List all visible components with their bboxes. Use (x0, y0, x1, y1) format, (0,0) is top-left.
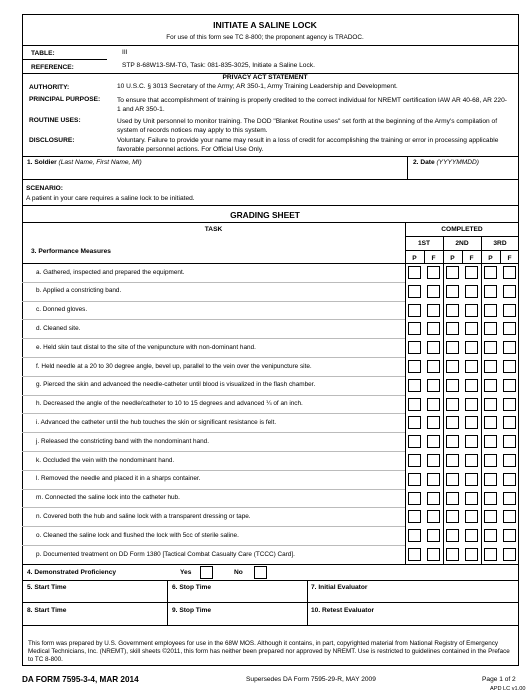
table-value: III (122, 49, 128, 56)
date-label[interactable] (413, 159, 479, 166)
form-subtitle: For use of this form see TC 8-800; the proponent agency is TRADOC. (166, 34, 364, 41)
measure-text: g. Pierced the skin and advanced the needle-catheter until blood is visualized in the flash chamber. (36, 381, 316, 389)
measure-checkbox-pass-2[interactable] (446, 548, 459, 561)
measure-checkbox-fail-1[interactable] (427, 435, 440, 448)
divider (405, 222, 406, 564)
measure-checkbox-pass-2[interactable] (446, 304, 459, 317)
pf-header-f3: F (507, 255, 512, 262)
authority-text: 10 U.S.C. § 3013 Secretary of the Army; AR 350-1, Army Training Leadership and Development. (117, 83, 398, 90)
measure-checkbox-pass-3[interactable] (484, 454, 497, 467)
measure-checkbox-fail-3[interactable] (503, 285, 516, 298)
pf-header-f1: F (431, 255, 436, 262)
table-label: TABLE: (31, 50, 55, 57)
stop-time-field-9[interactable]: 9. Stop Time (172, 607, 212, 614)
measure-checkbox-fail-1[interactable] (427, 492, 440, 505)
divider (22, 179, 519, 180)
divider (22, 564, 519, 565)
measure-text: n. Covered both the hub and saline lock with a transparent dressing or tape. (36, 512, 251, 520)
measure-checkbox-pass-3[interactable] (484, 285, 497, 298)
measure-text: c. Donned gloves. (36, 306, 88, 314)
divider (462, 250, 463, 263)
row-divider (22, 470, 405, 471)
measure-text: l. Removed the needle and placed it in a sharps container. (36, 475, 201, 483)
measure-checkbox-fail-2[interactable] (465, 398, 478, 411)
divider (307, 580, 308, 625)
measure-checkbox-fail-2[interactable] (465, 435, 478, 448)
measure-checkbox-pass-2[interactable] (446, 360, 459, 373)
soldier-label[interactable] (27, 159, 142, 166)
initial-evaluator-field[interactable]: 7. Initial Evaluator (311, 584, 368, 591)
soldier-hint: (Last Name, First Name, MI) (58, 159, 142, 166)
measure-checkbox-fail-2[interactable] (465, 416, 478, 429)
task-header: TASK (204, 226, 223, 233)
measure-checkbox-fail-2[interactable] (465, 529, 478, 542)
measure-checkbox-pass-3[interactable] (484, 398, 497, 411)
measure-checkbox-fail-3[interactable] (503, 416, 516, 429)
measure-text: d. Cleaned site. (36, 324, 81, 332)
measure-checkbox-pass-1[interactable] (408, 435, 421, 448)
soldier-label-text: 1. Soldier (27, 159, 57, 166)
completed-header: COMPLETED (441, 226, 483, 233)
form-title: INITIATE A SALINE LOCK (213, 20, 317, 30)
measure-checkbox-pass-1[interactable] (408, 398, 421, 411)
row-divider (22, 432, 405, 433)
grading-title: GRADING SHEET (230, 210, 300, 220)
measure-checkbox-fail-2[interactable] (465, 360, 478, 373)
divider (22, 222, 519, 223)
disclosure-label: DISCLOSURE: (29, 137, 75, 144)
scenario-text: A patient in your care requires a saline lock to be initiated. (26, 195, 195, 202)
measure-checkbox-pass-3[interactable] (484, 492, 497, 505)
measure-checkbox-fail-3[interactable] (503, 266, 516, 279)
measure-checkbox-pass-1[interactable] (408, 416, 421, 429)
measure-checkbox-fail-2[interactable] (465, 285, 478, 298)
measure-checkbox-pass-3[interactable] (484, 548, 497, 561)
measure-checkbox-pass-1[interactable] (408, 360, 421, 373)
measure-checkbox-pass-2[interactable] (446, 473, 459, 486)
measure-checkbox-pass-1[interactable] (408, 379, 421, 392)
measure-checkbox-pass-1[interactable] (408, 510, 421, 523)
purpose-label: PRINCIPAL PURPOSE: (29, 96, 101, 103)
measure-checkbox-pass-3[interactable] (484, 360, 497, 373)
authority-label: AUTHORITY: (29, 84, 70, 91)
measure-checkbox-fail-3[interactable] (503, 492, 516, 505)
divider (22, 45, 519, 46)
measure-checkbox-pass-3[interactable] (484, 416, 497, 429)
proficiency-label: 4. Demonstrated Proficiency (27, 569, 117, 576)
measure-checkbox-fail-1[interactable] (427, 416, 440, 429)
row-divider (22, 545, 405, 546)
measure-text: p. Documented treatment on DD Form 1380 [Tactical Combat Casualty Care (TCCC) Card]. (36, 550, 295, 558)
measure-text: h. Decreased the angle of the needle/catheter to 10 to 15 degrees and advanced ¼ of an inch. (36, 400, 303, 408)
stop-time-field-6[interactable]: 6. Stop Time (172, 584, 212, 591)
measure-checkbox-fail-2[interactable] (465, 473, 478, 486)
proficiency-yes-label: Yes (180, 569, 192, 576)
measure-checkbox-pass-1[interactable] (408, 304, 421, 317)
measure-checkbox-fail-1[interactable] (427, 510, 440, 523)
measure-text: b. Applied a constricting band. (36, 287, 122, 295)
divider (22, 59, 107, 60)
measure-checkbox-fail-3[interactable] (503, 454, 516, 467)
row-divider (22, 395, 405, 396)
measure-checkbox-pass-1[interactable] (408, 341, 421, 354)
measure-checkbox-pass-1[interactable] (408, 548, 421, 561)
measure-checkbox-fail-2[interactable] (465, 304, 478, 317)
privacy-heading: PRIVACY ACT STATEMENT (222, 74, 308, 81)
measure-checkbox-pass-2[interactable] (446, 266, 459, 279)
measure-checkbox-fail-3[interactable] (503, 379, 516, 392)
date-label-text: 2. Date (413, 159, 435, 166)
measure-checkbox-pass-3[interactable] (484, 379, 497, 392)
measure-text: j. Released the constricting band with the nondominant hand. (36, 437, 210, 445)
measure-checkbox-fail-1[interactable] (427, 304, 440, 317)
measure-checkbox-pass-2[interactable] (446, 492, 459, 505)
attempt-1st: 1ST (417, 240, 431, 247)
proficiency-no-label: No (234, 569, 243, 576)
measure-checkbox-pass-3[interactable] (484, 304, 497, 317)
divider (424, 250, 425, 263)
disclosure-text: Voluntary. Failure to provide your name may result in a loss of credit for accomplishing the training or error in processing applicable favorable personnel actions. For Official Use Only. (117, 137, 499, 153)
measure-checkbox-pass-1[interactable] (408, 285, 421, 298)
measure-checkbox-fail-3[interactable] (503, 548, 516, 561)
measure-checkbox-fail-3[interactable] (503, 398, 516, 411)
divider (405, 236, 519, 237)
measure-checkbox-fail-2[interactable] (465, 266, 478, 279)
measure-text: i. Advanced the catheter until the hub touches the skin or significant resistance is felt. (36, 418, 277, 426)
row-divider (22, 413, 405, 414)
divider (22, 602, 519, 603)
divider (500, 250, 501, 263)
form-id: DA FORM 7595-3-4, MAR 2014 (22, 675, 139, 684)
measure-checkbox-pass-2[interactable] (446, 529, 459, 542)
divider (22, 156, 519, 157)
measure-checkbox-pass-1[interactable] (408, 266, 421, 279)
row-divider (22, 489, 405, 490)
measure-checkbox-fail-3[interactable] (503, 435, 516, 448)
measures-label: 3. Performance Measures (31, 248, 111, 255)
start-time-field-5[interactable]: 5. Start Time (27, 584, 67, 591)
measure-checkbox-fail-2[interactable] (465, 379, 478, 392)
measure-checkbox-fail-2[interactable] (465, 341, 478, 354)
row-divider (22, 301, 405, 302)
attempt-2nd: 2ND (455, 240, 469, 247)
measure-checkbox-fail-3[interactable] (503, 473, 516, 486)
row-divider (22, 376, 405, 377)
measure-checkbox-pass-2[interactable] (446, 322, 459, 335)
measure-checkbox-pass-1[interactable] (408, 322, 421, 335)
measure-checkbox-fail-3[interactable] (503, 341, 516, 354)
measure-checkbox-fail-1[interactable] (427, 360, 440, 373)
reference-value: STP 8-68W13-SM-TG, Task: 081-835-3025, Initiate a Saline Lock. (122, 62, 315, 69)
measure-checkbox-pass-2[interactable] (446, 341, 459, 354)
measure-checkbox-fail-2[interactable] (465, 454, 478, 467)
retest-evaluator-field[interactable]: 10. Retest Evaluator (311, 607, 375, 614)
measure-checkbox-pass-1[interactable] (408, 473, 421, 486)
measure-text: e. Held skin taut distal to the site of the venipuncture with non-dominant hand. (36, 343, 256, 351)
footnote: This form was prepared by U.S. Government employees for use in the 68W MOS. Although it contains, in part, copyrighted material from National Registry of Emergency Medical Technicians, Inc. (NREMT), skill sheets ©2011, this form has neither been prepared nor approved by NREMT. Use is restricted to guidelines contained in the Preface to TC 8-800. (28, 640, 510, 664)
measure-checkbox-fail-1[interactable] (427, 379, 440, 392)
divider (22, 580, 519, 581)
measure-checkbox-fail-1[interactable] (427, 529, 440, 542)
measure-checkbox-fail-3[interactable] (503, 360, 516, 373)
divider (407, 156, 408, 179)
measure-checkbox-fail-1[interactable] (427, 285, 440, 298)
measure-checkbox-pass-1[interactable] (408, 529, 421, 542)
measure-checkbox-fail-2[interactable] (465, 510, 478, 523)
measure-checkbox-pass-2[interactable] (446, 435, 459, 448)
measure-checkbox-pass-1[interactable] (408, 492, 421, 505)
version-label: APD LC v1.00 (490, 686, 526, 692)
row-divider (22, 507, 405, 508)
divider (443, 236, 444, 564)
supersedes-note: Supersedes DA Form 7595-29-R, MAY 2009 (246, 676, 376, 683)
pf-header-p1: P (412, 255, 417, 262)
measure-text: m. Connected the saline lock into the catheter hub. (36, 494, 180, 502)
measure-checkbox-fail-1[interactable] (427, 454, 440, 467)
purpose-text: To ensure that accomplishment of training is properly credited to the correct individual for NREMT certification IAW AR 40-68, AR 220-1 and AR 350-1. (117, 97, 507, 113)
pf-header-f2: F (469, 255, 474, 262)
routine-text: Used by Unit personnel to monitor training. The DOD "Blanket Routine uses" set forth at the beginning of the Army's compilation of system of records notices may apply to this system. (117, 118, 498, 134)
measure-text: o. Cleaned the saline lock and flushed the lock with 5cc of sterile saline. (36, 531, 239, 539)
divider (22, 625, 519, 626)
measure-checkbox-fail-1[interactable] (427, 548, 440, 561)
pf-header-p3: P (488, 255, 493, 262)
measure-checkbox-fail-1[interactable] (427, 322, 440, 335)
row-divider (22, 282, 405, 283)
page-number: Page 1 of 2 (482, 676, 516, 683)
measure-text: k. Occluded the vein with the nondominant hand. (36, 456, 175, 464)
measure-text: f. Held needle at a 20 to 30 degree angle, bevel up, parallel to the vein over the venipuncture site. (36, 362, 312, 370)
measure-checkbox-fail-2[interactable] (465, 322, 478, 335)
measure-checkbox-pass-3[interactable] (484, 510, 497, 523)
measure-checkbox-fail-1[interactable] (427, 473, 440, 486)
measure-text: a. Gathered, inspected and prepared the equipment. (36, 268, 185, 276)
routine-label: ROUTINE USES: (29, 117, 81, 124)
measure-checkbox-pass-2[interactable] (446, 454, 459, 467)
attempt-3rd: 3RD (493, 240, 507, 247)
row-divider (22, 526, 405, 527)
divider (22, 205, 519, 206)
row-divider (22, 451, 405, 452)
divider (481, 236, 482, 564)
measure-checkbox-pass-2[interactable] (446, 510, 459, 523)
pf-header-p2: P (450, 255, 455, 262)
measure-checkbox-pass-2[interactable] (446, 416, 459, 429)
measure-checkbox-fail-1[interactable] (427, 266, 440, 279)
measure-checkbox-pass-3[interactable] (484, 266, 497, 279)
divider (22, 263, 519, 264)
row-divider (22, 338, 405, 339)
measure-checkbox-fail-3[interactable] (503, 510, 516, 523)
scenario-label: SCENARIO: (26, 185, 63, 192)
measure-checkbox-pass-3[interactable] (484, 341, 497, 354)
date-hint: (YYYYMMDD) (436, 159, 479, 166)
start-time-field-8[interactable]: 8. Start Time (27, 607, 67, 614)
proficiency-yes-checkbox[interactable] (200, 566, 213, 579)
measure-checkbox-pass-3[interactable] (484, 529, 497, 542)
measure-checkbox-pass-2[interactable] (446, 379, 459, 392)
row-divider (22, 319, 405, 320)
measure-checkbox-fail-3[interactable] (503, 322, 516, 335)
measure-checkbox-pass-3[interactable] (484, 473, 497, 486)
proficiency-no-checkbox[interactable] (254, 566, 267, 579)
measure-checkbox-fail-1[interactable] (427, 341, 440, 354)
measure-checkbox-fail-2[interactable] (465, 492, 478, 505)
measure-checkbox-pass-3[interactable] (484, 322, 497, 335)
measure-checkbox-pass-1[interactable] (408, 454, 421, 467)
measure-checkbox-pass-2[interactable] (446, 285, 459, 298)
measure-checkbox-fail-3[interactable] (503, 304, 516, 317)
measure-checkbox-fail-1[interactable] (427, 398, 440, 411)
reference-label: REFERENCE: (31, 64, 74, 71)
measure-checkbox-pass-2[interactable] (446, 398, 459, 411)
measure-checkbox-fail-2[interactable] (465, 548, 478, 561)
measure-checkbox-pass-3[interactable] (484, 435, 497, 448)
divider (167, 580, 168, 625)
measure-checkbox-fail-3[interactable] (503, 529, 516, 542)
row-divider (22, 357, 405, 358)
